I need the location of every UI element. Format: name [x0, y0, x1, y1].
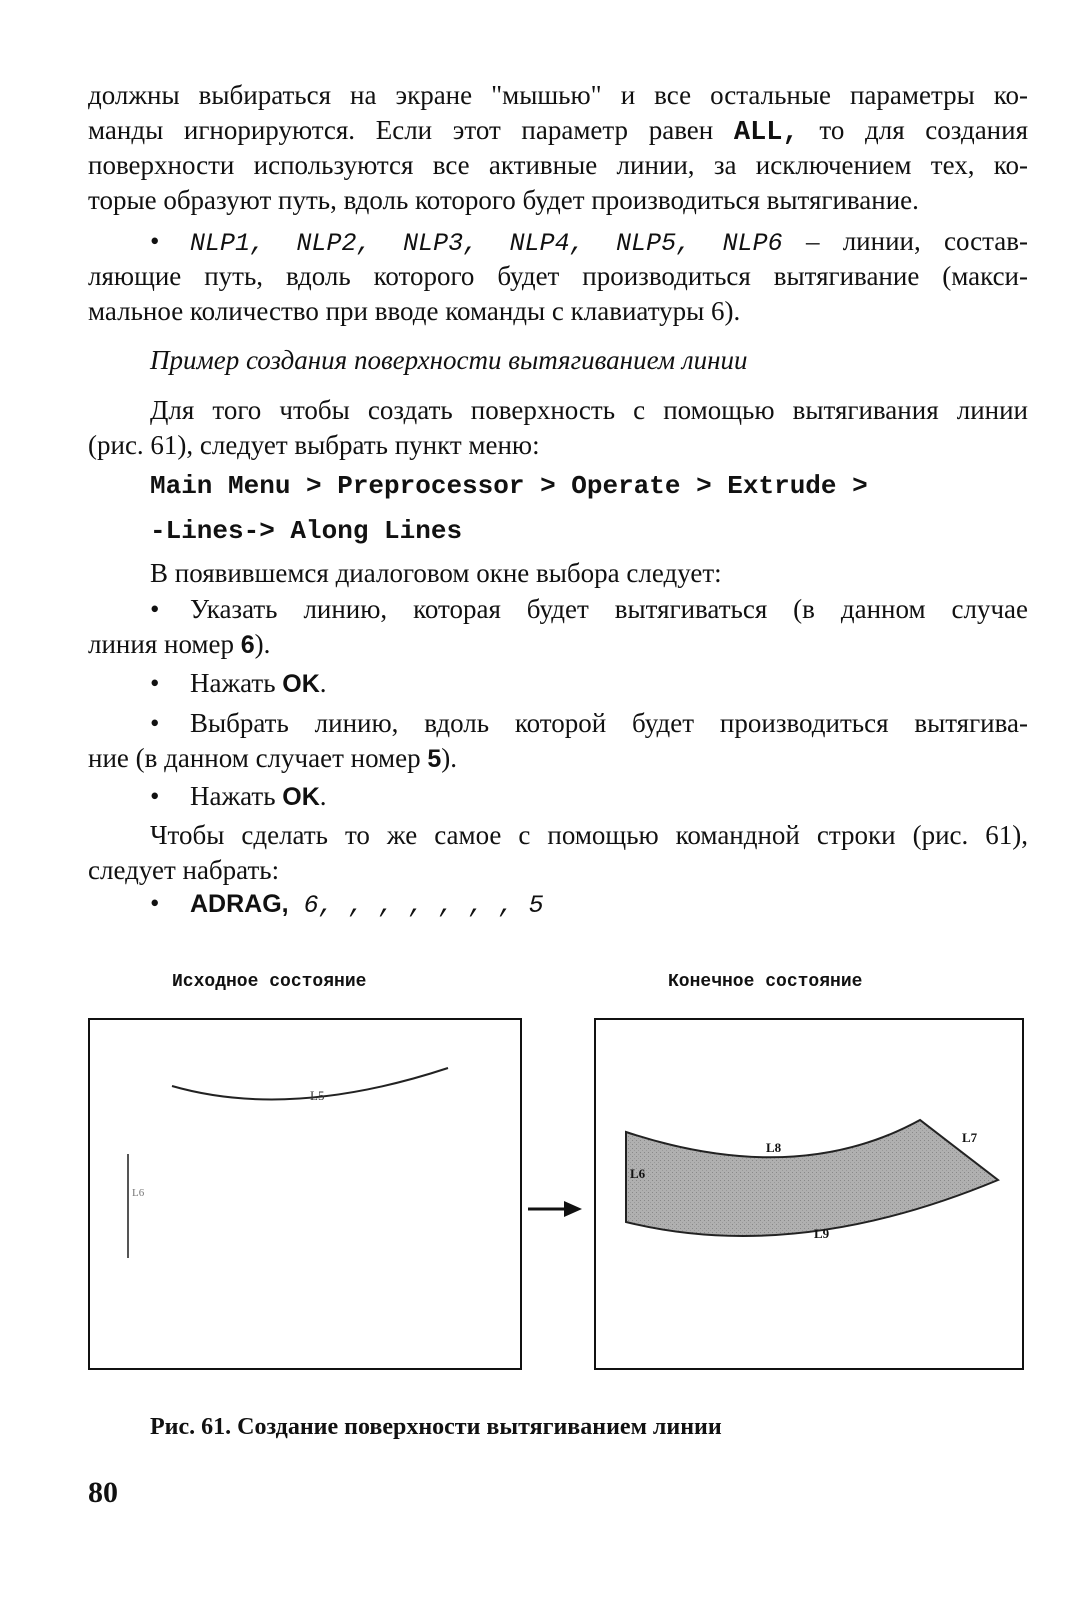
text-line: • NLP1, NLP2, NLP3, NLP4, NLP5, NLP6 – линии, состав-: [150, 226, 1028, 258]
menu-path-line-2: -Lines-> Along Lines: [150, 516, 463, 546]
figure-caption: Рис. 61. Создание поверхности вытягиванием линии: [150, 1414, 722, 1440]
text-line: • Выбрать линию, вдоль которой будет производиться вытягива-: [88, 706, 1028, 741]
label-l5: L5: [310, 1088, 325, 1103]
text-line: манды игнорируются. Если этот параметр равен ALL, то для создания: [88, 115, 1029, 148]
bullet-nlp: [88, 224, 1028, 329]
extruded-area: [626, 1120, 998, 1236]
text-line: • Указать линию, которая будет вытягиваться (в данном случае: [88, 592, 1028, 627]
command-bullet: [88, 886, 1028, 921]
label-l6: L6: [630, 1166, 646, 1181]
bullet-icon: •: [150, 668, 160, 698]
command-name: ADRAG,: [190, 890, 289, 918]
page-number: 80: [88, 1476, 118, 1509]
initial-state-drawing: [90, 1020, 520, 1368]
final-state-drawing: [596, 1020, 1022, 1368]
step-4: [88, 779, 1028, 814]
bullet-icon: •: [150, 781, 160, 811]
figure-left-panel: [88, 1018, 522, 1370]
menu-path-line-1: Main Menu > Preprocessor > Operate > Extrude >: [150, 471, 868, 501]
figure-right-title: Конечное состояние: [668, 972, 863, 992]
text-line: ние (в данном случает номер 5).: [88, 743, 458, 773]
section-subheading: Пример создания поверхности вытягиванием линии: [150, 345, 748, 375]
text-line: • Нажать OK.: [88, 666, 1028, 701]
paragraph-2: [88, 393, 1028, 463]
bullet-icon: •: [150, 888, 160, 918]
text-line: • Нажать OK.: [88, 779, 1028, 814]
text-line: мальное количество при вводе команды с клавиатуры 6).: [88, 296, 741, 326]
text-line: Для того чтобы создать поверхность с помощью вытягивания линии: [150, 395, 1028, 425]
bullet-icon: •: [150, 226, 160, 256]
figure-left-title: Исходное состояние: [172, 972, 367, 992]
nlp-codes: NLP1, NLP2, NLP3, NLP4, NLP5, NLP6: [190, 229, 783, 258]
label-l8: L8: [766, 1140, 782, 1155]
label-l9: L9: [814, 1226, 830, 1241]
text-line: В появившемся диалоговом окне выбора следует:: [150, 558, 722, 588]
arrow-right-icon: [528, 1198, 584, 1220]
step-3: [88, 706, 1028, 776]
text-line: (рис. 61), следует выбрать пункт меню:: [88, 430, 540, 460]
paragraph-1: [88, 78, 1028, 218]
command-args: 6, , , , , , , 5: [288, 891, 544, 920]
text-line: должны выбираться на экране "мышью" и все остальные параметры ко-: [88, 80, 1028, 110]
figure-right-panel: [594, 1018, 1024, 1370]
keyword-all: ALL,: [733, 118, 799, 148]
bullet-icon: •: [150, 708, 160, 738]
paragraph-4: [88, 818, 1028, 888]
text-line: следует набрать:: [88, 855, 280, 885]
text-line: торые образуют путь, вдоль которого будет производиться вытягивание.: [88, 185, 919, 215]
text-line: ляющие путь, вдоль которого будет производиться вытягивание (макси-: [88, 261, 1028, 291]
text-line: поверхности используются все активные линии, за исключением тех, ко-: [88, 150, 1028, 180]
paragraph-3: [88, 556, 1028, 591]
step-2: [88, 666, 1028, 701]
label-l6: L6: [132, 1187, 145, 1199]
bullet-icon: •: [150, 594, 160, 624]
text-line: линия номер 6).: [88, 629, 271, 659]
text-line: Чтобы сделать то же самое с помощью командной строки (рис. 61),: [150, 820, 1028, 850]
label-l7: L7: [962, 1130, 978, 1145]
step-1: [88, 592, 1028, 662]
text-line: [88, 886, 1028, 921]
